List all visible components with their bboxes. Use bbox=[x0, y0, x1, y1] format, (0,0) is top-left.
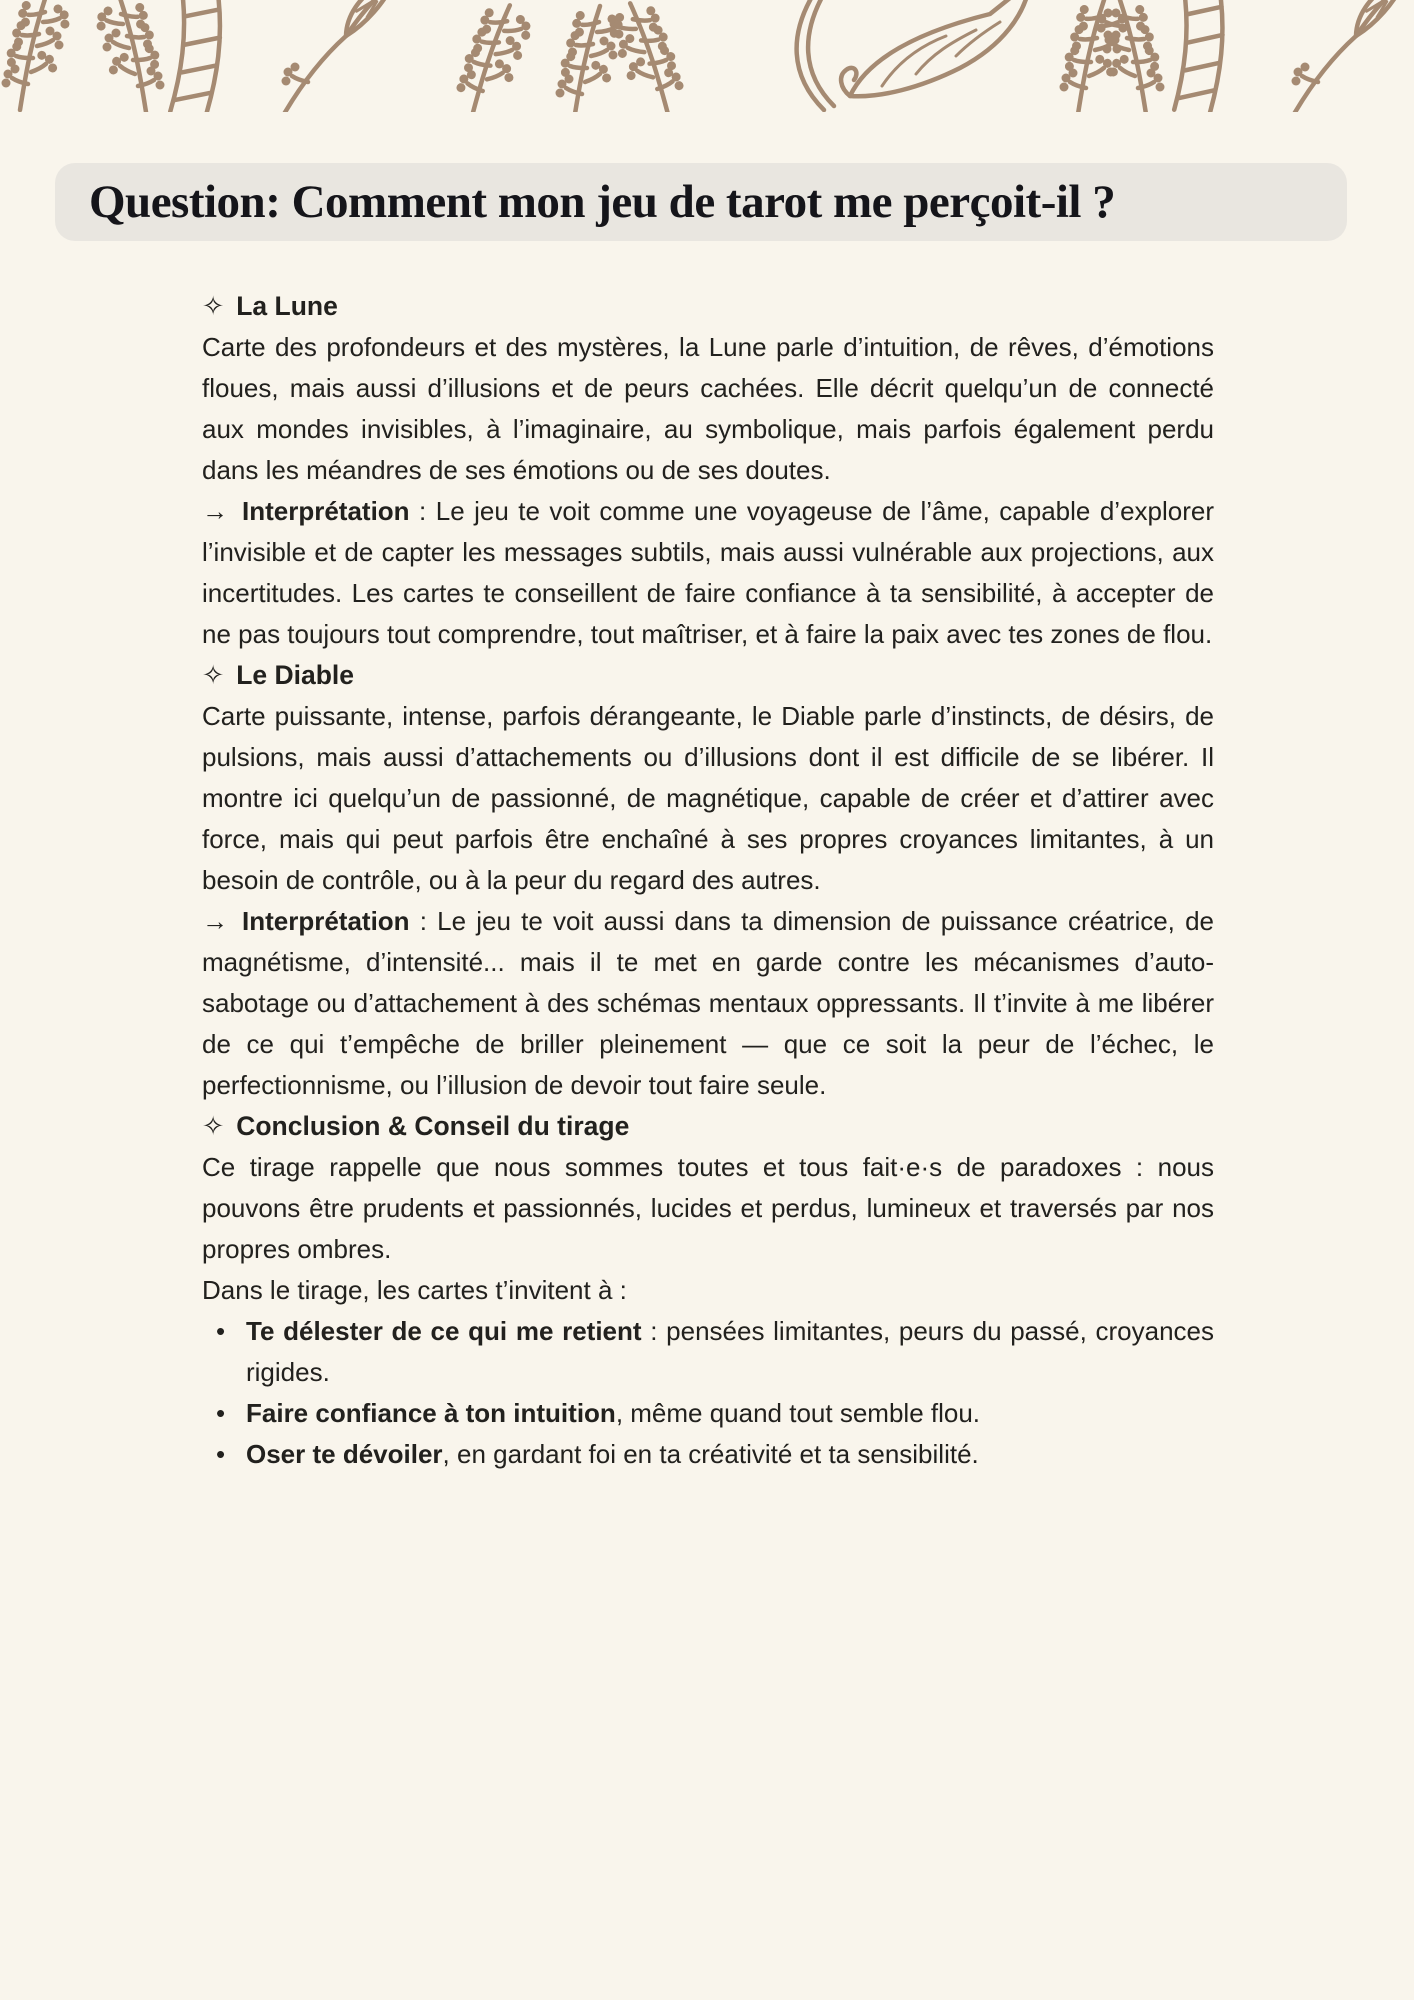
botanical-header-illustration bbox=[0, 0, 1414, 112]
interpretation-paragraph bbox=[202, 491, 1214, 655]
section-le-diable-interpretation bbox=[202, 901, 1214, 1106]
advice-list bbox=[202, 1311, 1214, 1475]
bullet-text: , en gardant foi en ta créativité et ta sensibilité. bbox=[442, 1439, 979, 1469]
sparkle-icon: ✧ bbox=[202, 1111, 225, 1141]
bullet-dot: • bbox=[216, 1398, 226, 1428]
twisted-ribbon-illustration bbox=[1174, 0, 1225, 112]
interpretation-label: Interprétation bbox=[242, 906, 410, 936]
bullet-text: : pensées limitantes, peurs du passé, croyances rigides. bbox=[246, 1316, 1215, 1387]
section-title: Le Diable bbox=[236, 660, 355, 690]
bullet-dot: • bbox=[216, 1316, 226, 1346]
crocus-bud-illustration bbox=[1292, 0, 1408, 112]
twisted-ribbon-illustration bbox=[170, 0, 223, 112]
list-item bbox=[216, 1434, 1214, 1475]
question-banner bbox=[55, 163, 1347, 241]
arrow-icon: → bbox=[202, 906, 228, 936]
section-heading bbox=[202, 655, 1214, 696]
reading-content bbox=[202, 286, 1214, 1475]
bullet-text: , même quand tout semble flou. bbox=[615, 1398, 981, 1428]
bullet-bold: Te délester de ce qui me retient bbox=[246, 1316, 642, 1346]
section-paragraph: Ce tirage rappelle que nous sommes toutes et tous fait·e·s de paradoxes : nous pouvons être prudents et passionnés, lucides et perdus, lumineux et traversés par nos propres ombres. bbox=[202, 1152, 1214, 1264]
page-title: Question: Comment mon jeu de tarot me perçoit-il ? bbox=[89, 176, 1116, 228]
fern-illustration bbox=[2, 0, 165, 112]
section-title: Conclusion & Conseil du tirage bbox=[236, 1111, 630, 1141]
section-title: La Lune bbox=[236, 291, 338, 321]
section-le-diable bbox=[202, 655, 1214, 901]
interpretation-paragraph bbox=[202, 901, 1214, 1106]
interpretation-separator: : bbox=[409, 906, 438, 936]
section-paragraph: Carte puissante, intense, parfois dérangeante, le Diable parle d’instincts, de désirs, de pulsions, mais aussi d’attachements ou d’illusions dont il est difficile de se libérer. Il montre ici quelqu’un de passionné, de magnétique, capable de créer et d’attirer avec force, mais qui peut parfois être enchaîné à ses propres croyances limitantes, à un besoin de contrôle, ou à la peur du regard des autres. bbox=[202, 701, 1214, 895]
section-conclusion bbox=[202, 1106, 1214, 1270]
sparkle-icon: ✧ bbox=[202, 291, 225, 321]
fern-pair-illustration bbox=[454, 0, 687, 112]
crocus-bud-illustration bbox=[282, 0, 398, 112]
interpretation-separator: : bbox=[409, 496, 436, 526]
bullet-dot: • bbox=[216, 1439, 226, 1469]
sparkle-icon: ✧ bbox=[202, 660, 225, 690]
interpretation-text: Le jeu te voit comme une voyageuse de l’âme, capable d’explorer l’invisible et de capter les messages subtils, mais aussi vulnérable aux projections, aux incertitudes. Les cartes te conseillent de faire confiance à ta sensibilité, à accepter de ne pas toujours tout comprendre, tout maîtriser, et à faire la paix avec tes zones de flou. bbox=[202, 496, 1214, 649]
section-paragraph: Carte des profondeurs et des mystères, la Lune parle d’intuition, de rêves, d’émotions floues, mais aussi d’illusions et de peurs cachées. Elle décrit quelqu’un de connecté aux mondes invisibles, à l’imaginaire, au symbolique, mais parfois également perdu dans les méandres de ses émotions ou de ses doutes. bbox=[202, 332, 1214, 485]
bullet-bold: Faire confiance à ton intuition bbox=[246, 1398, 616, 1428]
section-la-lune-interpretation bbox=[202, 491, 1214, 655]
list-item bbox=[216, 1311, 1214, 1393]
list-item bbox=[216, 1393, 1214, 1434]
horn-flower-illustration bbox=[797, 0, 1030, 110]
bullet-bold: Oser te dévoiler bbox=[246, 1439, 443, 1469]
interpretation-label: Interprétation bbox=[242, 496, 410, 526]
invitation-intro: Dans le tirage, les cartes t’invitent à : bbox=[202, 1275, 627, 1305]
section-la-lune bbox=[202, 286, 1214, 491]
interpretation-text: Le jeu te voit aussi dans ta dimension de puissance créatrice, de magnétisme, d’intensité... mais il te met en garde contre les mécanismes d’auto-sabotage ou d’attachement à des schémas mentaux oppressants. Il t’invite à me libérer de ce qui t’empêche de briller pleinement — que ce soit la peur de l’échec, le perfectionnisme, ou l’illusion de devoir tout faire seule. bbox=[202, 906, 1215, 1100]
section-heading bbox=[202, 286, 1214, 327]
arrow-icon: → bbox=[202, 496, 228, 526]
section-heading bbox=[202, 1106, 1214, 1147]
fern-pair-illustration bbox=[1060, 0, 1165, 112]
section-invitation bbox=[202, 1270, 1214, 1475]
